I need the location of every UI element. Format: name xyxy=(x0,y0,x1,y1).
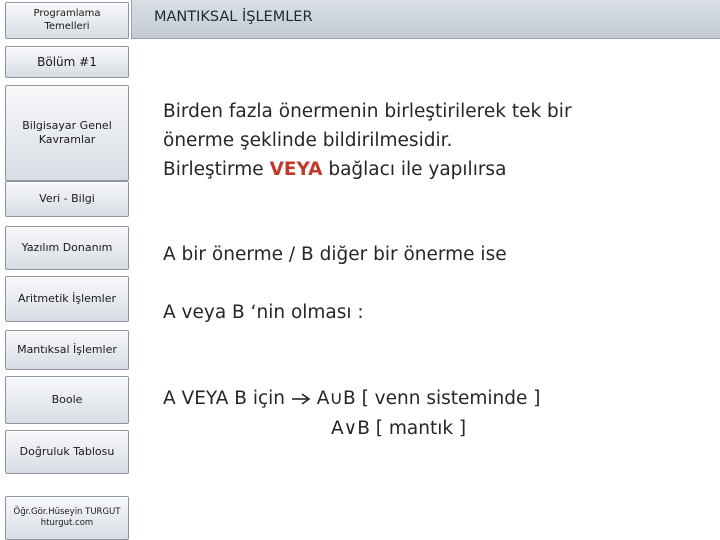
or-statement-line: A veya B ‘nin olması : xyxy=(163,302,364,323)
sidebar-item-label: Aritmetik İşlemler xyxy=(18,292,116,306)
section-label: Bölüm #1 xyxy=(37,54,97,69)
sidebar-item-label: Yazılım Donanım xyxy=(21,241,113,255)
course-title: Programlama Temelleri xyxy=(33,8,101,32)
sidebar-item-label: Bilgisayar Genel Kavramlar xyxy=(22,119,112,146)
sidebar-item-veri[interactable] xyxy=(5,181,129,217)
sidebar-item-label: Doğruluk Tablosu xyxy=(19,445,115,459)
right-arrow-icon xyxy=(291,392,311,406)
sidebar-item-boole[interactable] xyxy=(5,376,129,424)
sidebar-item-label: Mantıksal İşlemler xyxy=(17,343,117,357)
logic-notation-line: A∨B [ mantık ] xyxy=(331,418,467,439)
page-title: MANTIKSAL İŞLEMLER xyxy=(154,9,313,25)
premise-line: A bir önerme / B diğer bir önerme ise xyxy=(163,244,507,265)
veya-keyword: VEYA xyxy=(269,159,323,180)
sidebar-item-mantiksal[interactable] xyxy=(5,330,129,370)
sidebar-item-aritmetik[interactable] xyxy=(5,276,129,322)
sidebar-item-label: Boole xyxy=(51,393,83,407)
author-site: hturgut.com xyxy=(40,518,94,528)
definition-line-3: Birleştirme VEYA bağlacı ile yapılırsa xyxy=(163,159,507,180)
section-label-box[interactable] xyxy=(5,46,129,78)
definition-line-2: önerme şeklinde bildirilmesidir. xyxy=(163,130,453,151)
course-title-box xyxy=(5,2,129,39)
author-box xyxy=(5,496,129,540)
definition-line-1: Birden fazla önermenin birleştirilerek tek bir xyxy=(163,101,572,122)
sidebar-item-yazilim[interactable] xyxy=(5,226,129,270)
sidebar-item-dogruluk[interactable] xyxy=(5,430,129,474)
notation-line: A VEYA B için A∪B [ venn sisteminde ] xyxy=(163,388,541,409)
author-name: Öğr.Gör.Hüseyin TURGUT xyxy=(13,507,121,518)
sidebar-item-bilgisayar[interactable] xyxy=(5,85,129,181)
definition-text xyxy=(163,97,572,184)
sidebar-item-label: Veri - Bilgi xyxy=(39,192,95,206)
